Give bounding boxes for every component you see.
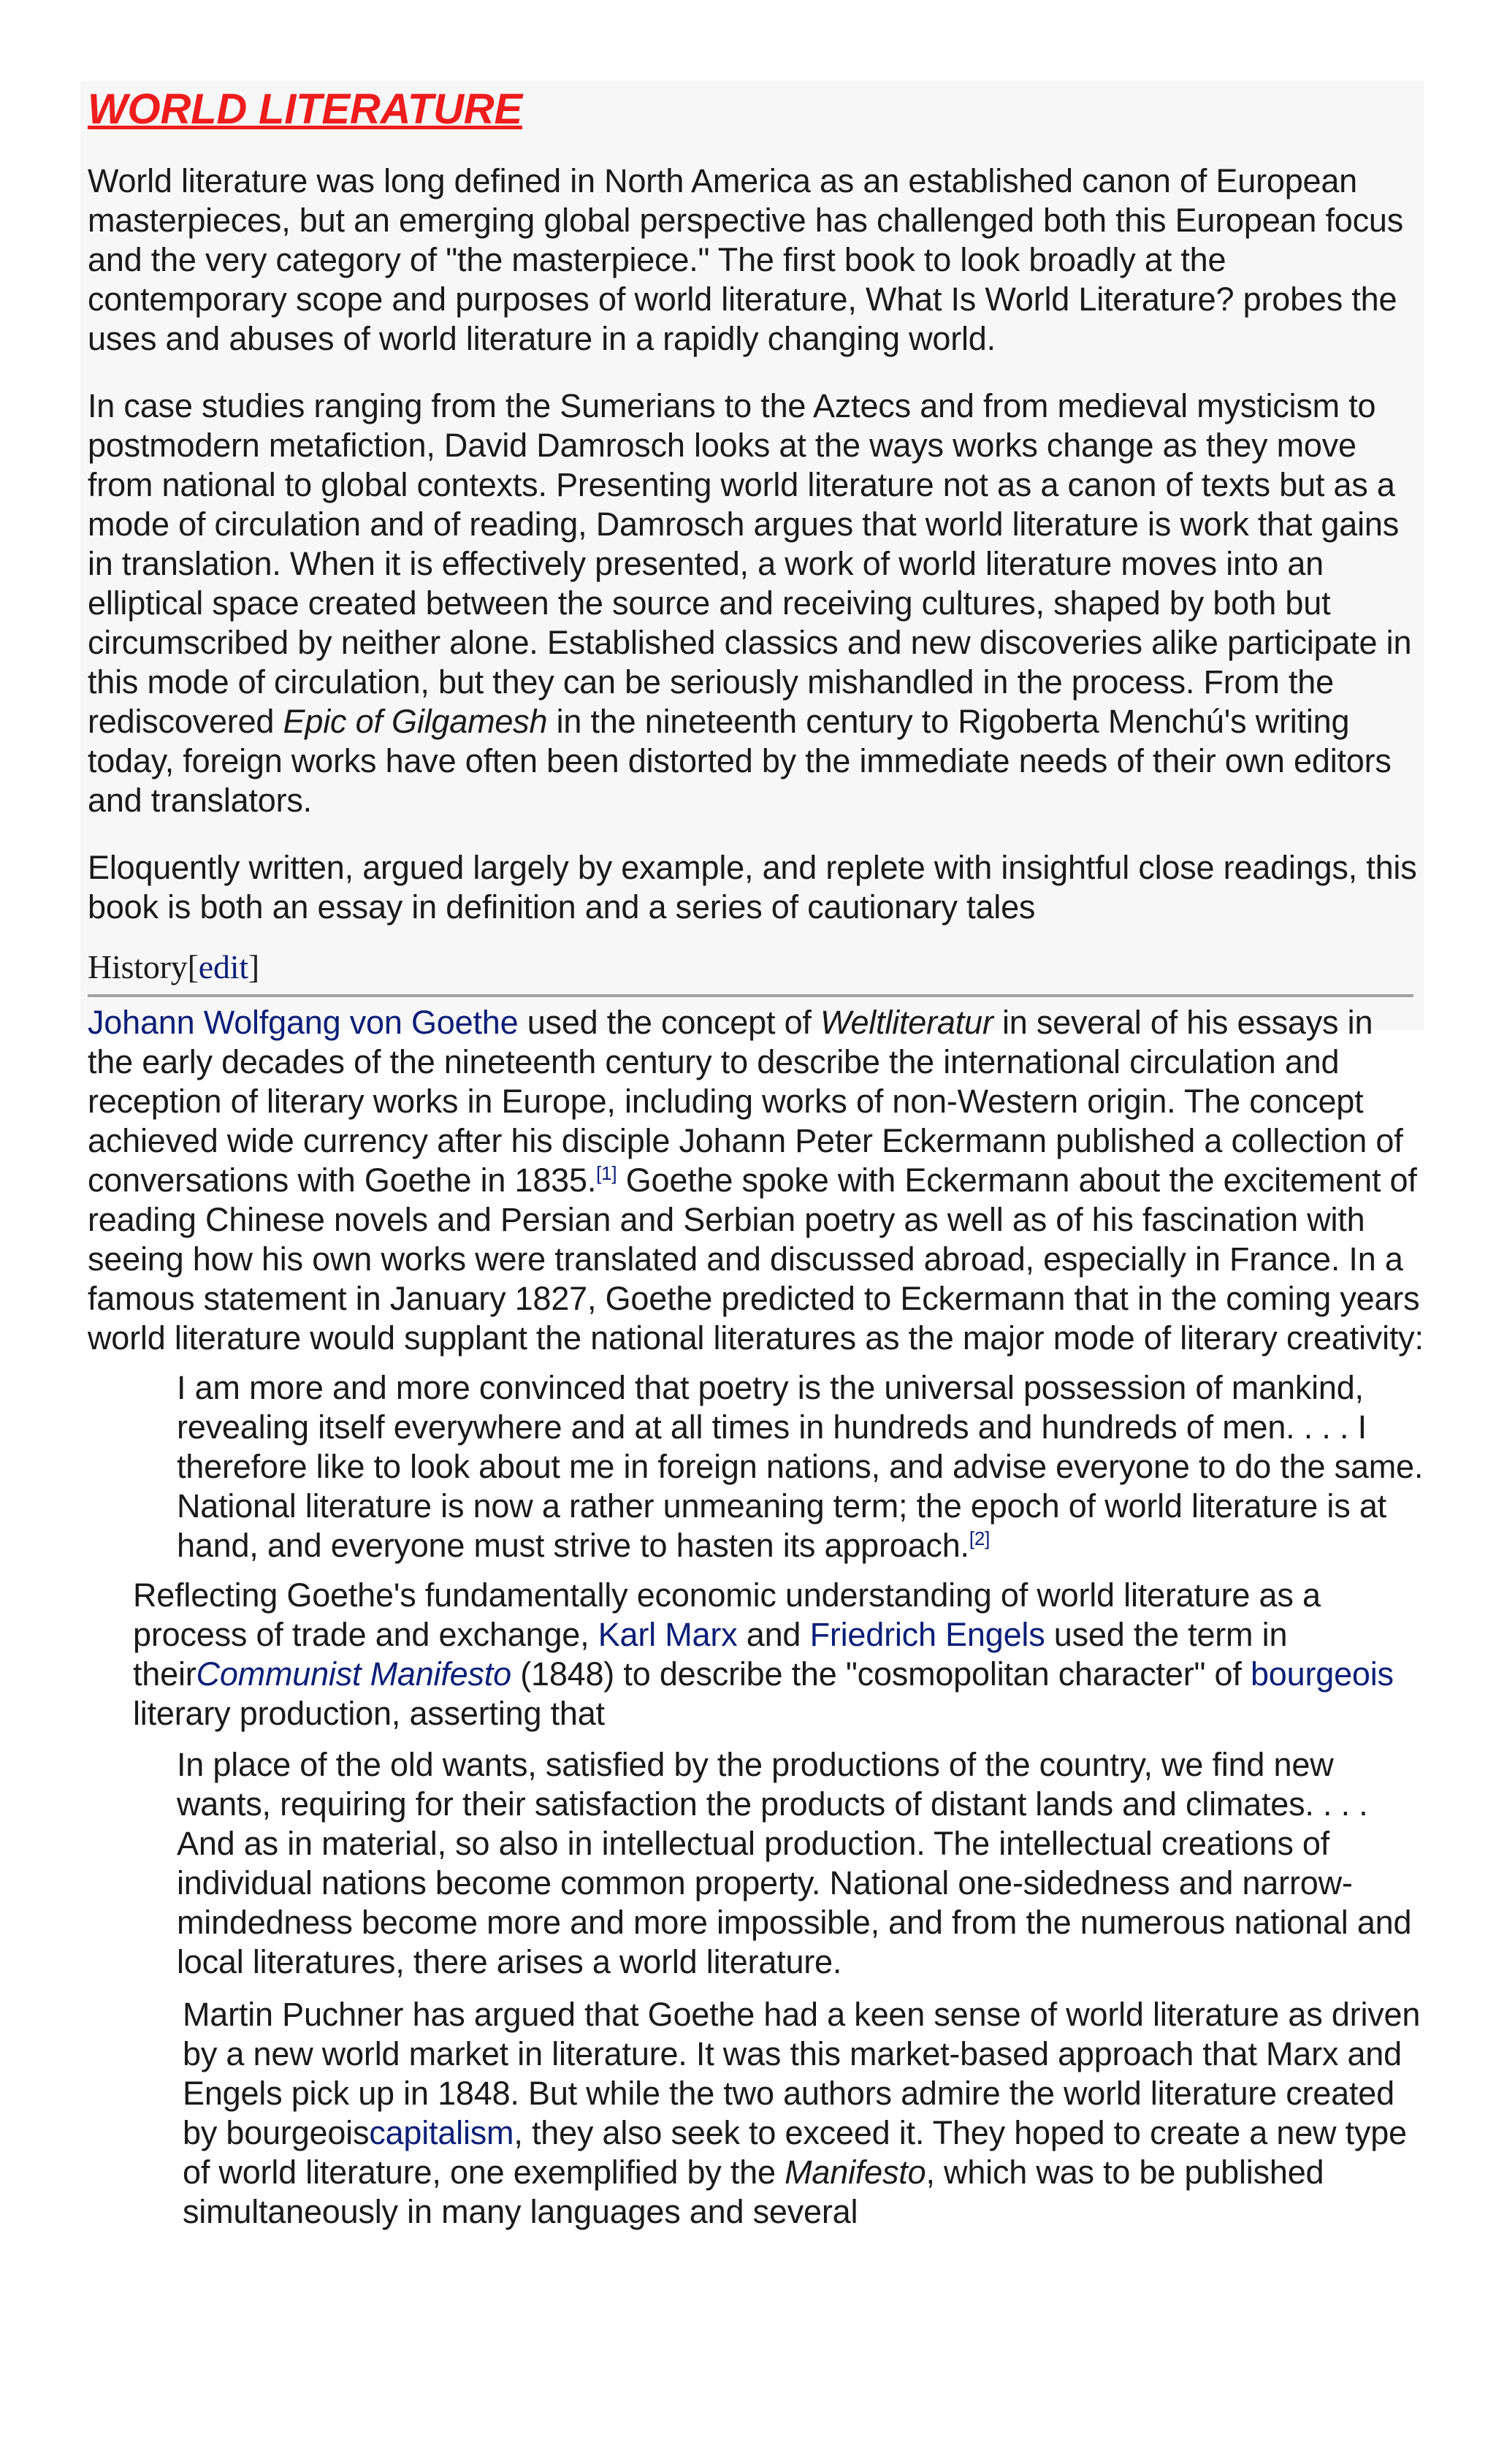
page-title: WORLD LITERATURE	[88, 85, 522, 133]
article-content	[88, 84, 1424, 2232]
history-p1-text-a: used the concept of	[518, 1004, 820, 1041]
bourgeois-link[interactable]: bourgeois	[1250, 1655, 1394, 1693]
goethe-link[interactable]: Johann Wolfgang von Goethe	[88, 1004, 519, 1041]
history-p2-text-e: literary production, asserting that	[133, 1695, 605, 1732]
communist-manifesto-link[interactable]	[196, 1655, 511, 1693]
history-paragraph-1	[88, 1003, 1424, 1358]
history-p1-text-b: in several of his essays in the early decades of the nineteenth century to describe the international circulation and reception of literary works in Europe, including works of non-Western origin. The concept achieved wide currency after his disciple Johann Peter Eckermann published a collection of conversations with Goethe in 1835.	[88, 1004, 1403, 1199]
gilgamesh-title: Epic of Gilgamesh	[283, 703, 548, 740]
history-p2-text-a: Reflecting Goethe's fundamentally economic understanding of world literature as a process of trade and exchange,	[133, 1576, 1321, 1653]
history-p1-text-c: Goethe spoke with Eckermann about the excitement of reading Chinese novels and Persian and Serbian poetry as well as of his fascination with seeing how his own works were translated and discussed abroad, especially in France. In a famous statement in January 1827, Goethe predicted to Eckermann that in the coming years world literature would supplant the national literatures as the major mode of literary creativity:	[88, 1162, 1424, 1357]
history-p3-text-c: , which was to be published simultaneously in many languages and several	[183, 2154, 1324, 2230]
weltliteratur-term: Weltliteratur	[820, 1004, 993, 1041]
history-p3-text-a: Martin Puchner has argued that Goethe had a keen sense of world literature as driven by a new world market in literature. It was this market-based approach that Marx and Engels pick up in 1848. But while the two authors admire the world literature created by bourgeois	[183, 1996, 1421, 2151]
history-p2-text-b: and	[737, 1616, 810, 1653]
reference-2-link[interactable]: [2]	[969, 1527, 991, 1549]
history-paragraph-2	[133, 1576, 1426, 1733]
capitalism-link[interactable]: capitalism	[369, 2114, 514, 2151]
history-heading	[88, 947, 1413, 997]
karl-marx-link[interactable]: Karl Marx	[598, 1616, 738, 1653]
history-p2-text-d: (1848) to describe the "cosmopolitan character" of	[511, 1655, 1251, 1693]
edit-link[interactable]: edit	[198, 948, 248, 985]
intro-paragraph-1: World literature was long defined in North America as an established canon of European masterpieces, but an emerging global perspective has challenged both this European focus and the very category of "the masterpiece." The first book to look broadly at the contemporary scope and purposes of world literature, What Is World Literature? probes the uses and abuses of world literature in a rapidly changing world.	[88, 162, 1404, 357]
goethe-quote	[177, 1368, 1426, 1565]
reference-1-link[interactable]: [1]	[596, 1162, 617, 1184]
history-paragraph-3	[183, 1995, 1424, 2232]
friedrich-engels-link[interactable]: Friedrich Engels	[809, 1616, 1045, 1653]
history-p2-text-c: used the term in their	[133, 1616, 1288, 1693]
communist-manifesto-title: Communist Manifesto	[196, 1655, 511, 1693]
intro-p2-text-b: in the nineteenth century to Rigoberta Menchú's writing today, foreign works have often been distorted by the immediate needs of their own editors and translators.	[88, 703, 1392, 819]
goethe-quote-text: I am more and more convinced that poetry is the universal possession of mankind, revealing itself everywhere and at all times in hundreds and hundreds of men. . . . I therefore like to look about me in foreign nations, and advise everyone to do the same. National literature is now a rather unmeaning term; the epoch of world literature is at hand, and everyone must strive to hasten its approach.	[177, 1369, 1424, 1564]
intro-p2-text-a: In case studies ranging from the Sumerians to the Aztecs and from medieval mysticism to postmodern metafiction, David Damrosch looks at the ways works change as they move from national to global contexts. Presenting world literature not as a canon of texts but as a mode of circulation and of reading, Damrosch argues that world literature is work that gains in translation. When it is effectively presented, a work of world literature moves into an elliptical space created between the source and receiving cultures, shaped by both but circumscribed by neither alone. Established classics and new discoveries alike participate in this mode of circulation, but they can be seriously mishandled in the process. From the rediscovered	[88, 387, 1412, 740]
manifesto-title: Manifesto	[785, 2154, 926, 2191]
manifesto-quote: In place of the old wants, satisfied by the productions of the country, we find new wants, requiring for their satisfaction the products of distant lands and climates. . . . And as in material, so also in intellectual production. The intellectual creations of individual nations become common property. National one-sidedness and narrow-mindedness become more and more impossible, and from the numerous national and local literatures, there arises a world literature.	[177, 1746, 1412, 1980]
edit-bracket-close: ]	[248, 948, 260, 985]
intro-paragraph-3: Eloquently written, argued largely by example, and replete with insightful close readings, this book is both an essay in definition and a series of cautionary tales	[88, 849, 1417, 926]
edit-bracket-open: [	[187, 948, 199, 985]
intro-paragraph-2	[88, 386, 1424, 820]
history-heading-text: History	[88, 948, 188, 985]
history-p3-text-b: , they also seek to exceed it. They hoped to create a new type of world literature, one exemplified by the	[183, 2114, 1407, 2191]
